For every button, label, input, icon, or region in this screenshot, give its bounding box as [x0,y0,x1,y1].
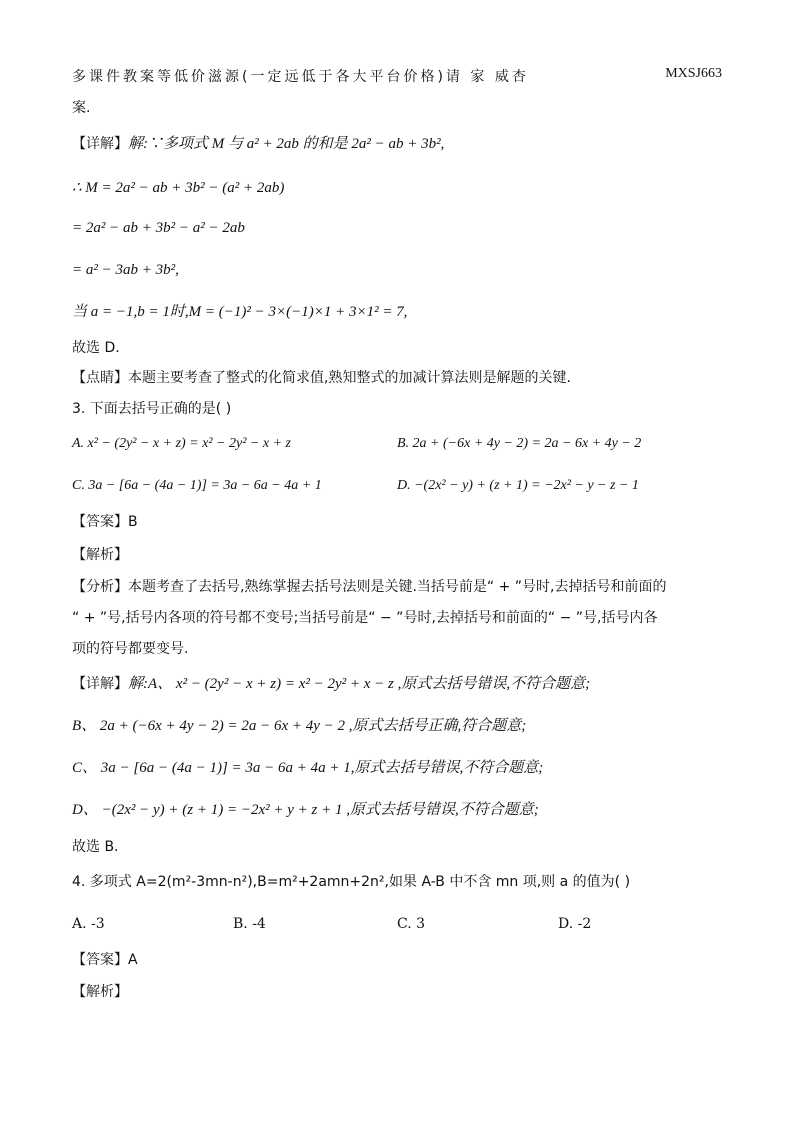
page-header [72,66,722,86]
q2-detail-line-2: ∴ M = 2a² − ab + 3b² − (a² + 2ab) [72,180,285,196]
q3-detail-a-text: 解:A、 x² − (2y² − x + z) = x² − 2y² + x − z ,原式去括号错误,不符合题意; [128,676,591,692]
answer-value: A [128,952,138,968]
q3-analysis-line-3: 项的符号都要变号. [72,641,189,657]
q4-stem: 4. 多项式 A=2(m²-3mn-n²),B=m²+2amn+2n²,如果 A-B 中不含 mn 项,则 a 的值为( ) [72,874,631,890]
q3-option-a: A. x² − (2y² − x + z) = x² − 2y² − x + z [72,436,291,451]
answer-value: B [128,514,138,530]
q4-answer [72,950,138,970]
q2-detail-line-3: = 2a² − ab + 3b² − a² − 2ab [72,220,245,236]
q3-conclusion: 故选 B. [72,839,119,855]
detail-label: 【详解】 [72,136,128,152]
q4-option-d: D. -2 [558,916,592,932]
point-label: 【点睛】 [72,370,128,386]
q3-stem: 3. 下面去括号正确的是( ) [72,401,232,417]
q3-option-b: B. 2a + (−6x + 4y − 2) = 2a − 6x + 4y − 2 [397,436,642,451]
q4-option-b: B. -4 [233,916,266,932]
q2-conclusion: 故选 D. [72,340,120,356]
point-text: 本题主要考查了整式的化简求值,熟知整式的加减计算法则是解题的关键. [128,370,571,386]
q4-analysis-label: 【解析】 [72,984,128,1000]
analysis-head: 【分析】 [72,579,128,595]
q2-detail-line-5: 当 a = −1,b = 1时,M = (−1)² − 3×(−1)×1 + 3×1² = 7, [72,304,408,320]
q2-detail-text: 解:∵多项式 M 与 a² + 2ab 的和是 2a² − ab + 3b², [128,136,445,152]
analysis-text-1: 本题考查了去括号,熟练掌握去括号法则是关键.当括号前是“ + ”号时,去掉括号和前面的 [128,579,667,595]
q2-detail-line-4: = a² − 3ab + 3b², [72,262,179,278]
q3-analysis-line-2: “ + ”号,括号内各项的符号都不变号;当括号前是“ − ”号时,去掉括号和前面的“ − ”号,括号内各 [72,610,658,626]
q2-point [72,368,571,388]
q3-analysis-label: 【解析】 [72,547,128,563]
header-ad-continuation: 案. [72,100,91,116]
header-ad-text: 多课件教案等低价滋源(一定远低于各大平台价格)请 家 威杏 [72,69,529,85]
q2-detail-line-1 [72,134,444,154]
q3-option-d: D. −(2x² − y) + (z + 1) = −2x² − y − z − 1 [397,478,639,493]
q3-answer [72,512,138,532]
header-code: MXSJ663 [665,66,722,81]
q3-detail-c: C、 3a − [6a − (4a − 1)] = 3a − 6a + 4a + 1,原式去括号错误,不符合题意; [72,760,544,776]
q3-detail-d: D、 −(2x² − y) + (z + 1) = −2x² + y + z + 1 ,原式去括号错误,不符合题意; [72,802,539,818]
q3-option-c: C. 3a − [6a − (4a − 1)] = 3a − 6a − 4a + 1 [72,478,322,493]
answer-label: 【答案】 [72,952,128,968]
q3-analysis-line-1 [72,577,667,597]
q3-detail-b: B、 2a + (−6x + 4y − 2) = 2a − 6x + 4y − 2 ,原式去括号正确,符合题意; [72,718,527,734]
answer-label: 【答案】 [72,514,128,530]
detail-label: 【详解】 [72,676,128,692]
q4-option-c: C. 3 [397,916,426,932]
q3-detail-a [72,674,590,694]
q4-option-a: A. -3 [72,916,105,932]
